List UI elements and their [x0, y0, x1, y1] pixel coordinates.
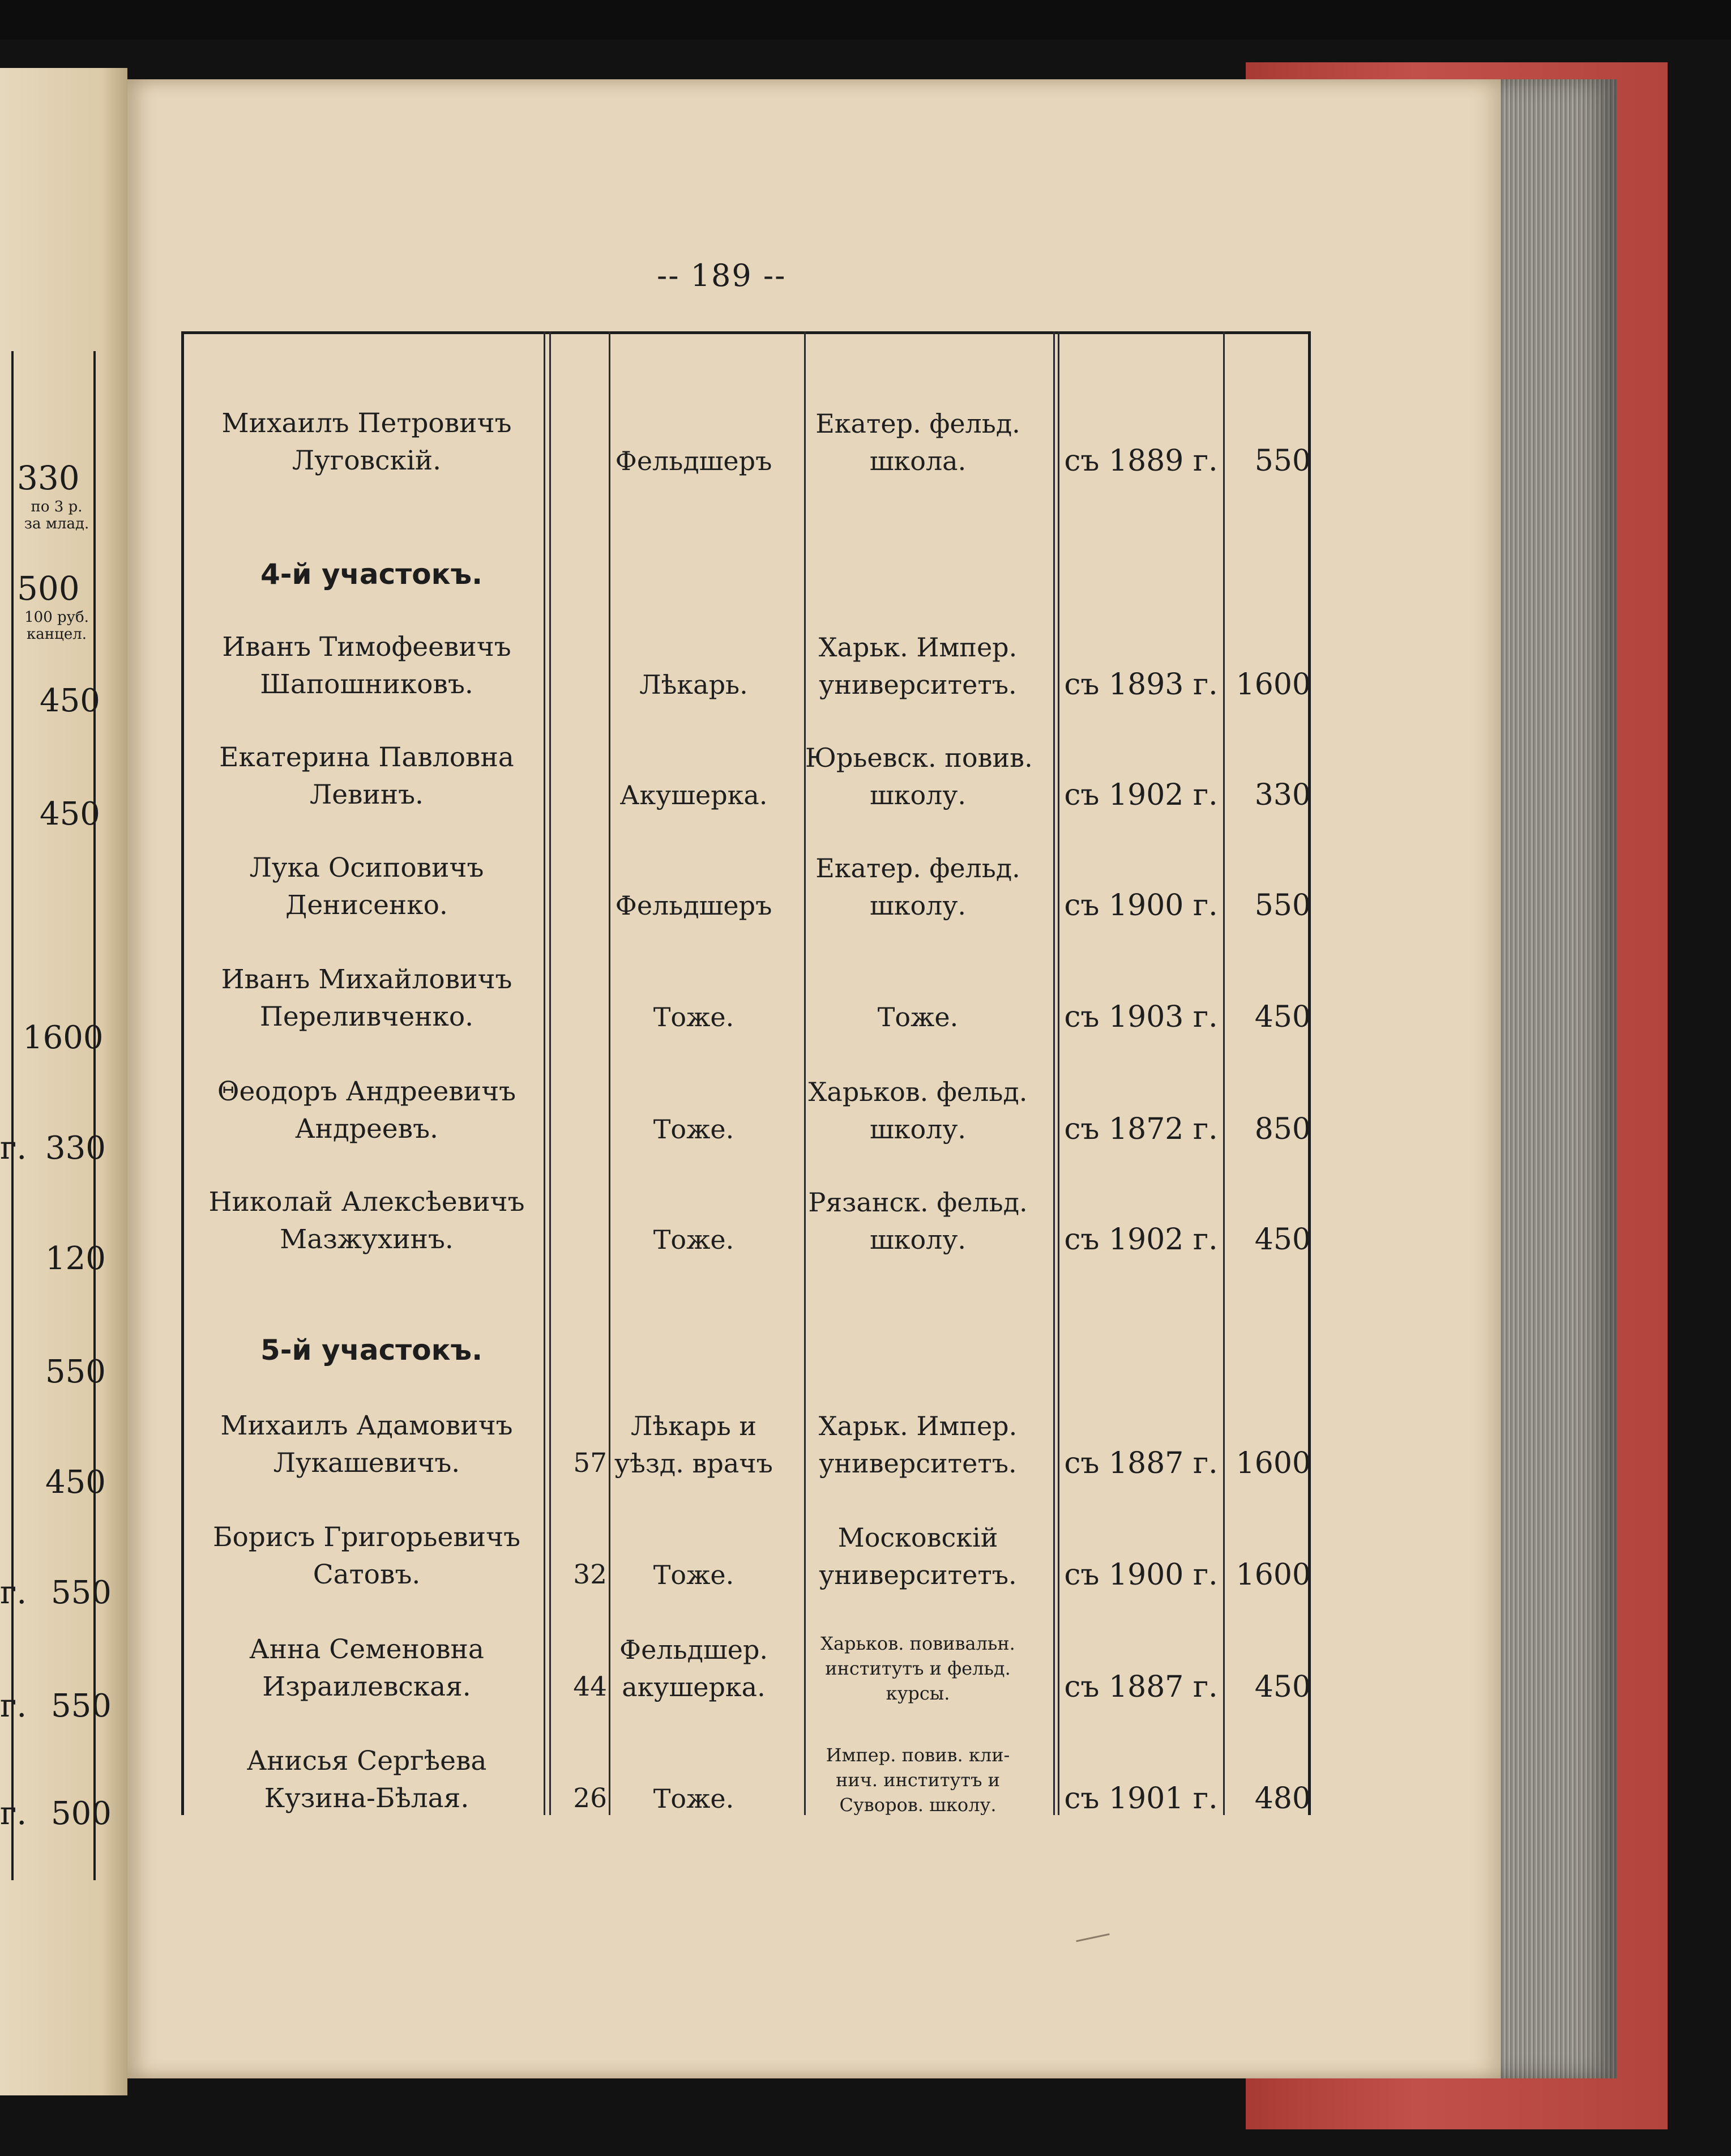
table-row	[181, 405, 1311, 496]
salary: 450	[1254, 1000, 1311, 1034]
salary: 550	[1254, 444, 1311, 478]
education: Московскій	[837, 1522, 998, 1553]
education: Рязанск. фельд.	[808, 1187, 1028, 1218]
education-line: курсы.	[886, 1683, 950, 1704]
person-name: Михаилъ Петровичъ	[221, 408, 512, 439]
service-since: съ 1902 г.	[1064, 778, 1218, 812]
page-number: -- 189 --	[657, 258, 787, 293]
position: Тоже.	[653, 1560, 734, 1590]
left-value: 330	[17, 459, 80, 497]
person-name: Иванъ Михайловичъ	[221, 964, 512, 995]
left-page-rule	[11, 351, 14, 1880]
left-value: 1600	[23, 1019, 104, 1056]
person-name: Борисъ Григорьевичъ	[212, 1522, 521, 1553]
position: Тоже.	[653, 1224, 734, 1255]
position: Тоже.	[653, 1002, 734, 1032]
education: Екатер. фельд.	[815, 853, 1020, 883]
service-since: съ 1893 г.	[1064, 668, 1218, 702]
position: Фельдшер.	[619, 1634, 768, 1665]
position: Лѣкарь и	[630, 1411, 757, 1441]
person-surname: Переливченко.	[259, 1001, 474, 1032]
left-suffix: г.	[0, 1795, 27, 1832]
education-line: Харьков. повивальн.	[820, 1633, 1015, 1654]
education-line: нич. институтъ и	[836, 1769, 1000, 1791]
salary: 450	[1254, 1223, 1311, 1257]
education: Харьк. Импер.	[818, 1411, 1018, 1441]
person-name: Θеодоръ Андреевичъ	[217, 1076, 516, 1107]
table-row	[181, 1407, 1311, 1498]
education: школу.	[869, 1224, 967, 1255]
education-line: институтъ и фельд.	[825, 1658, 1011, 1679]
salary: 550	[1254, 889, 1311, 923]
position: уѣзд. врачъ	[614, 1448, 773, 1479]
salary: 1600	[1236, 1558, 1311, 1592]
education: университетъ.	[819, 1560, 1017, 1590]
service-since: съ 1887 г.	[1064, 1670, 1218, 1704]
position: Фельдшеръ	[615, 446, 772, 476]
person-surname: Кузина-Бѣлая.	[264, 1783, 469, 1814]
salary: 480	[1254, 1782, 1311, 1816]
salary: 1600	[1236, 668, 1311, 702]
education: Харьк. Импер.	[818, 632, 1018, 663]
person-surname: Израилевская.	[262, 1671, 471, 1702]
age: 57	[573, 1448, 607, 1479]
person-surname: Лукашевичъ.	[273, 1448, 460, 1479]
left-value: 120	[45, 1240, 106, 1277]
left-value: 450	[40, 682, 100, 719]
left-value: 550	[51, 1688, 112, 1724]
table-top-rule	[181, 331, 1311, 334]
person-surname: Сатовъ.	[313, 1559, 421, 1590]
table-row	[181, 961, 1311, 1052]
service-since: съ 1903 г.	[1064, 1000, 1218, 1034]
service-since: съ 1902 г.	[1064, 1223, 1218, 1257]
person-surname: Шапошниковъ.	[260, 669, 473, 700]
person-name: Михаилъ Адамовичъ	[220, 1410, 513, 1441]
table-row	[181, 1519, 1311, 1609]
position: Тоже.	[653, 1114, 734, 1145]
service-since: съ 1889 г.	[1064, 444, 1218, 478]
position: Лѣкарь.	[639, 669, 748, 700]
left-value: 550	[45, 1354, 106, 1390]
person-name: Екатерина Павловна	[219, 742, 514, 773]
person-surname: Мазжухинъ.	[280, 1224, 454, 1255]
person-surname: Денисенко.	[285, 890, 448, 921]
education	[805, 1631, 1031, 1706]
table-row	[181, 1631, 1311, 1722]
table-row	[181, 629, 1311, 719]
table-row	[181, 1184, 1311, 1274]
salary: 330	[1254, 778, 1311, 812]
left-value: 450	[45, 1464, 106, 1501]
education: школу.	[869, 780, 967, 810]
person-surname: Андреевъ.	[295, 1113, 438, 1145]
left-value: 500	[51, 1795, 112, 1832]
left-suffix: г.	[0, 1688, 27, 1724]
person-name: Анисья Сергѣева	[246, 1745, 487, 1777]
education: школа.	[869, 446, 967, 476]
left-value: 450	[40, 796, 100, 832]
left-value: 550	[51, 1574, 112, 1611]
salary: 1600	[1236, 1446, 1311, 1480]
left-note: по 3 р. за млад.	[24, 498, 89, 532]
left-value: 500	[17, 569, 80, 608]
left-suffix: г.	[0, 1130, 27, 1167]
education: школу.	[869, 890, 967, 921]
service-since: съ 1900 г.	[1064, 1558, 1218, 1592]
service-since: съ 1887 г.	[1064, 1446, 1218, 1480]
person-surname: Луговскій.	[292, 445, 442, 476]
left-page-rule	[93, 351, 96, 1880]
education: школу.	[869, 1114, 967, 1145]
left-suffix: г.	[0, 1574, 27, 1611]
table-row	[181, 849, 1311, 940]
position: Фельдшеръ	[615, 890, 772, 921]
position: Акушерка.	[619, 780, 768, 810]
education: Тоже.	[877, 1002, 959, 1032]
age: 32	[573, 1559, 607, 1590]
section-heading: 5-й участокъ.	[260, 1334, 483, 1367]
service-since: съ 1901 г.	[1064, 1782, 1218, 1816]
person-name: Лука Осиповичъ	[249, 852, 484, 883]
education: Харьков. фельд.	[808, 1077, 1028, 1107]
left-facing-page	[0, 68, 127, 2095]
education-line: Суворов. школу.	[839, 1794, 997, 1816]
position: акушерка.	[622, 1672, 766, 1702]
person-surname: Левинъ.	[310, 779, 424, 810]
service-since: съ 1900 г.	[1064, 889, 1218, 923]
left-note: 100 руб. канцел.	[24, 609, 89, 643]
education	[805, 1743, 1031, 1817]
staff-table	[181, 331, 1311, 1818]
table-row	[181, 1743, 1311, 1833]
person-name: Николай Алексѣевичъ	[208, 1186, 525, 1218]
section-heading: 4-й участокъ.	[260, 558, 483, 591]
left-value: 330	[45, 1130, 106, 1167]
person-name: Анна Семеновна	[249, 1634, 484, 1665]
salary: 450	[1254, 1670, 1311, 1704]
service-since: съ 1872 г.	[1064, 1112, 1218, 1146]
table-row	[181, 739, 1311, 830]
age: 44	[573, 1671, 607, 1702]
education-line: Импер. повив. кли-	[826, 1744, 1010, 1766]
education: Юрьевск. повив.	[805, 742, 1033, 773]
age: 26	[573, 1783, 607, 1814]
page-edges	[1498, 79, 1617, 2078]
background-strip	[0, 0, 1731, 40]
table-row	[181, 1073, 1311, 1164]
position: Тоже.	[653, 1783, 734, 1814]
education: Екатер. фельд.	[815, 408, 1020, 439]
education: университетъ.	[819, 1448, 1017, 1479]
salary: 850	[1254, 1112, 1311, 1146]
education: университетъ.	[819, 669, 1017, 700]
person-name: Иванъ Тимофеевичъ	[222, 631, 511, 663]
